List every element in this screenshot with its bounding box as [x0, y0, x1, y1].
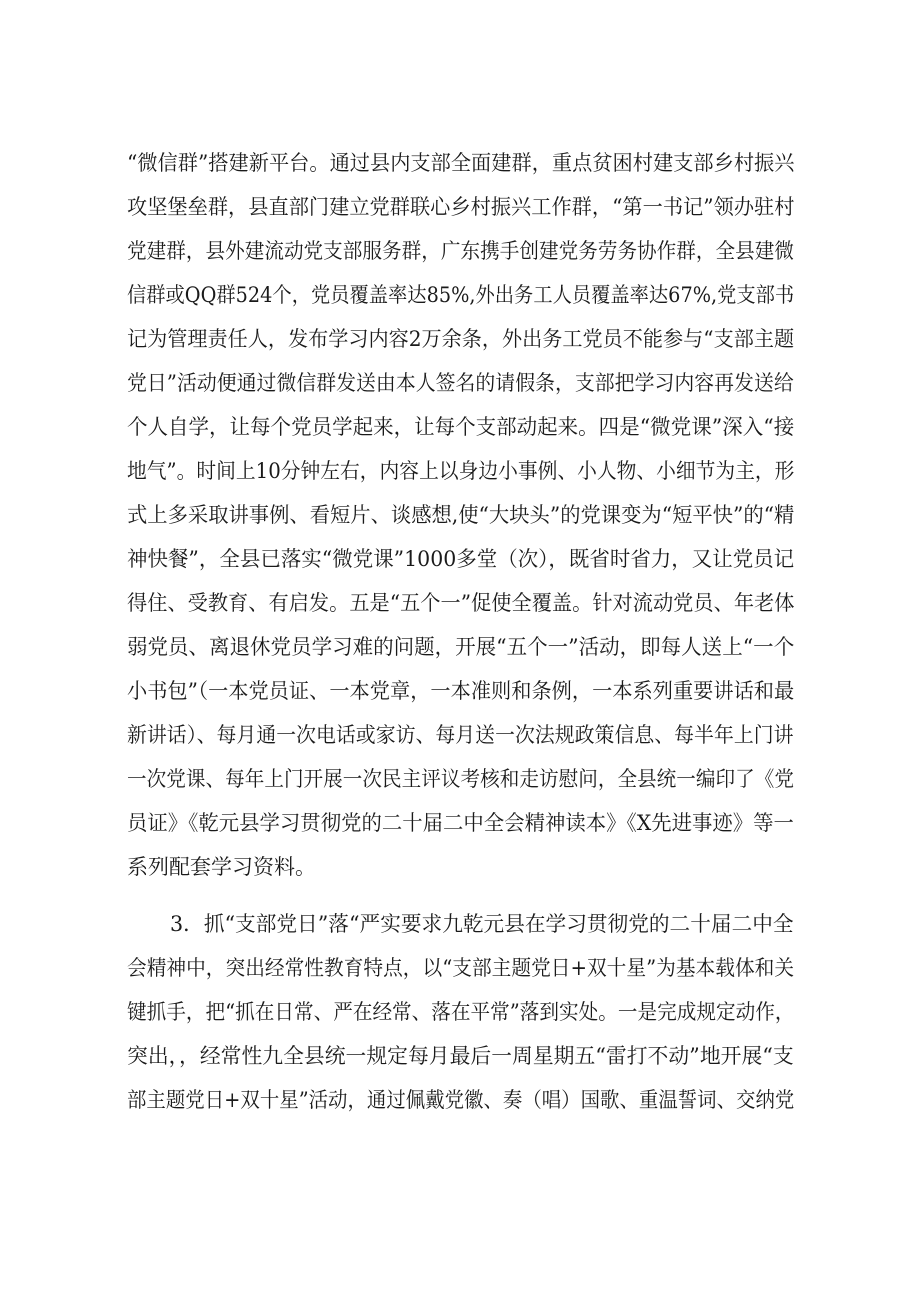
text-line: 新讲话）、每月通一次电话或家访、每月送一次法规政策信息、每半年上门讲: [127, 723, 794, 747]
text-line: 攻坚堡垒群，县直部门建立党群联心乡村振兴工作群，“第一书记”领办驻村: [127, 195, 795, 219]
text-line: 信群或QQ群524个，党员覆盖率达85%,外出务工人员覆盖率达67%,党支部书: [127, 283, 795, 307]
text-line: 3．抓“支部党日”落“严实要求九乾元县在学习贯彻党的二十届二中全: [170, 912, 794, 936]
text-line: 神快餐”，全县已落实“微党课”1000多堂（次），既省时省力，又让党员记: [127, 547, 795, 571]
text-line: 得住、受教育、有启发。五是“五个一”促使全覆盖。针对流动党员、年老体: [127, 591, 795, 615]
text-line: 会精神中，突出经常性教育特点，以“支部主题党日+双十星”为基本载体和关: [127, 956, 795, 980]
text-line: 地气”。时间上10分钟左右，内容上以身边小事例、小人物、小细节为主，形: [127, 459, 795, 483]
text-line: 突出，，经常性九全县统一规定每月最后一周星期五“雷打不动”地开展“支: [127, 1044, 794, 1068]
text-line: 员证》《乾元县学习贯彻党的二十届二中全会精神读本》《X先进事迹》等一: [127, 811, 794, 835]
text-line: 部主题党日+双十星”活动，通过佩戴党徽、奏（唱）国歌、重温誓词、交纳党: [127, 1088, 795, 1112]
text-line: “微信群”搭建新平台。通过县内支部全面建群，重点贫困村建支部乡村振兴: [127, 151, 795, 175]
text-line: 党日”活动便通过微信群发送由本人签名的请假条，支部把学习内容再发送给: [127, 371, 794, 395]
text-line: 小书包”（一本党员证、一本党章，一本准则和条例，一本系列重要讲话和最: [127, 679, 795, 703]
text-line: 一次党课、每年上门开展一次民主评议考核和走访慰问，全县统一编印了《党: [127, 767, 794, 791]
text-line: 个人自学，让每个党员学起来，让每个支部动起来。四是“微党课”深入“接: [127, 415, 795, 439]
text-line: 党建群，县外建流动党支部服务群，广东携手创建党务劳务协作群，全县建微: [127, 239, 794, 263]
text-line: 键抓手，把“抓在日常、严在经常、落在平常”落到实处。一是完成规定动作，: [127, 1000, 795, 1024]
text-line: 式上多采取讲事例、看短片、谈感想,使“大块头”的党课变为“短平快”的“精: [127, 503, 795, 527]
text-line: 系列配套学习资料。: [127, 855, 316, 879]
text-line: 记为管理责任人，发布学习内容2万余条，外出务工党员不能参与“支部主题: [127, 327, 795, 351]
text-line: 弱党员、离退休党员学习难的问题，开展“五个一”活动，即每人送上“一个: [127, 635, 795, 659]
